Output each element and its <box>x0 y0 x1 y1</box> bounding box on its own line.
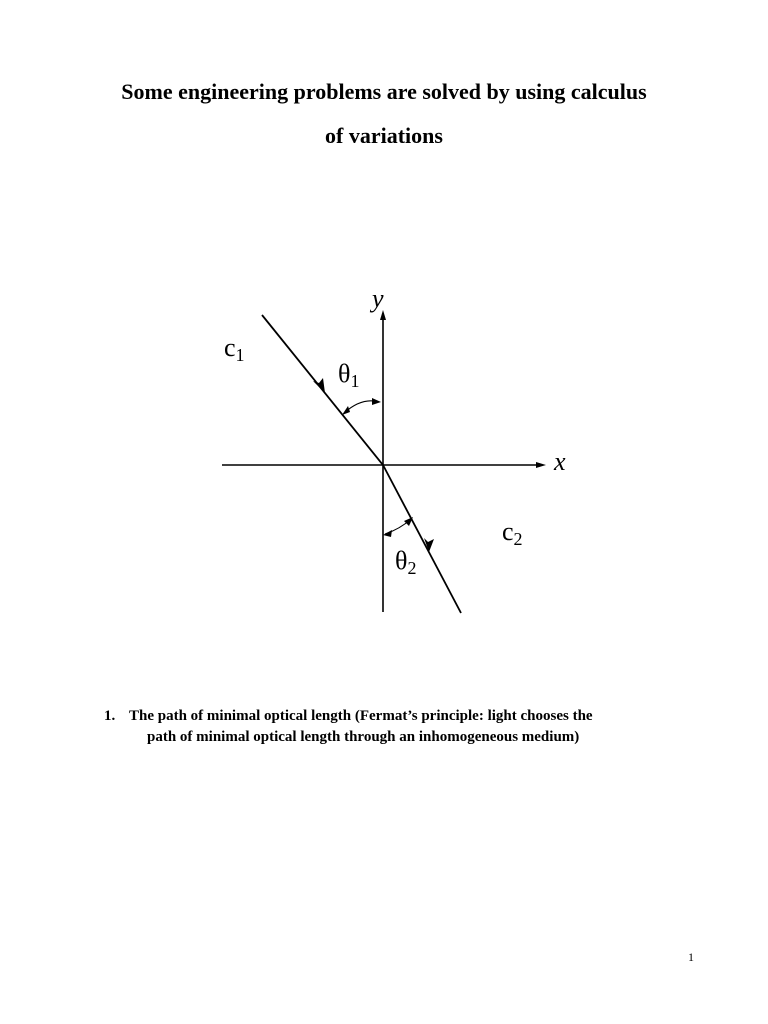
list-item-number: 1. <box>104 708 116 724</box>
page-title-line-2: of variations <box>325 123 443 148</box>
angle-2-arc-arrow-end-icon <box>404 517 413 526</box>
x-axis-arrow-icon <box>536 462 546 468</box>
list-item-text-line-1: The path of minimal optical length (Fermat’s principle: light chooses the <box>129 708 593 724</box>
page-number: 1 <box>688 950 694 964</box>
refracted-ray <box>383 465 461 613</box>
angle-1-arc-arrow-end-icon <box>372 398 381 405</box>
angle-1-label: θ1 <box>338 359 360 391</box>
medium-2-label: c2 <box>502 517 523 549</box>
x-axis-label: x <box>554 447 566 476</box>
medium-1-label: c1 <box>224 333 245 365</box>
y-axis-label: y <box>372 284 384 313</box>
list-item-text-line-2: path of minimal optical length through an inhomogeneous medium) <box>147 729 580 745</box>
page-title-line-1: Some engineering problems are solved by using calculus <box>121 79 647 104</box>
angle-2-arc-arrow-icon <box>383 530 392 537</box>
angle-2-label: θ2 <box>395 546 417 578</box>
angle-1-arc-arrow-icon <box>342 406 350 415</box>
